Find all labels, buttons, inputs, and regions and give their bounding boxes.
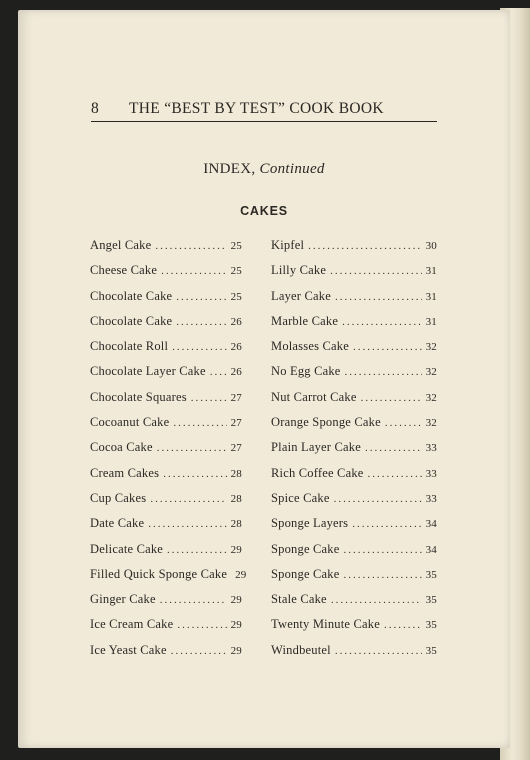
leader-dots bbox=[155, 240, 226, 252]
index-entry bbox=[90, 339, 242, 364]
entry-page-number: 29 bbox=[230, 619, 242, 632]
entry-page-number: 31 bbox=[425, 315, 437, 328]
index-entry bbox=[90, 263, 242, 288]
index-entry bbox=[90, 617, 242, 642]
entry-page-number: 25 bbox=[230, 290, 242, 303]
leader-dots bbox=[163, 468, 226, 480]
entry-page-number: 27 bbox=[230, 391, 242, 404]
leader-dots bbox=[173, 417, 226, 429]
entry-name: Sponge Cake bbox=[271, 541, 340, 556]
entry-page-number: 29 bbox=[230, 644, 242, 657]
entry-page-number: 32 bbox=[425, 341, 437, 354]
entry-page-number: 27 bbox=[230, 417, 242, 430]
leader-dots bbox=[210, 366, 227, 378]
leader-dots bbox=[368, 468, 422, 480]
index-entry bbox=[90, 466, 242, 491]
entry-name: Chocolate Squares bbox=[90, 389, 187, 404]
leader-dots bbox=[176, 291, 226, 303]
entry-name: Twenty Minute Cake bbox=[271, 617, 380, 632]
entry-page-number: 25 bbox=[230, 240, 242, 252]
entry-name: Ice Cream Cake bbox=[90, 617, 174, 632]
entry-name: Date Cake bbox=[90, 516, 145, 531]
section-title: CAKES bbox=[240, 204, 288, 218]
entry-name: Chocolate Cake bbox=[90, 313, 173, 328]
leader-dots bbox=[384, 619, 422, 631]
entry-page-number: 26 bbox=[230, 341, 242, 354]
index-entry bbox=[271, 415, 437, 440]
leader-dots bbox=[353, 341, 422, 353]
entry-page-number: 34 bbox=[425, 518, 437, 531]
leader-dots bbox=[345, 366, 422, 378]
index-entry bbox=[90, 516, 242, 541]
entry-name: Chocolate Roll bbox=[90, 339, 169, 354]
leader-dots bbox=[361, 392, 422, 404]
index-entry bbox=[271, 592, 437, 617]
entry-name: Cocoa Cake bbox=[90, 440, 153, 455]
leader-dots bbox=[385, 417, 422, 429]
index-entry bbox=[271, 364, 437, 389]
entry-name: Cup Cakes bbox=[90, 490, 147, 505]
index-entry bbox=[271, 542, 437, 567]
entry-name: Orange Sponge Cake bbox=[271, 415, 381, 430]
entry-page-number: 25 bbox=[230, 265, 242, 278]
entry-page-number: 29 bbox=[230, 543, 242, 556]
index-entry bbox=[90, 289, 242, 314]
entry-page-number: 26 bbox=[230, 315, 242, 328]
entry-page-number: 31 bbox=[425, 290, 437, 303]
leader-dots bbox=[342, 316, 421, 328]
entry-page-number: 29 bbox=[230, 594, 242, 607]
index-entry bbox=[271, 617, 437, 642]
index-entry bbox=[271, 466, 437, 491]
index-entry bbox=[271, 567, 437, 592]
leader-dots bbox=[150, 493, 226, 505]
entry-name: Cream Cakes bbox=[90, 465, 160, 480]
entry-name: Stale Cake bbox=[271, 592, 327, 607]
entry-name: Chocolate Cake bbox=[90, 288, 173, 303]
entry-page-number: 35 bbox=[425, 644, 437, 657]
entry-name: Molasses Cake bbox=[271, 339, 349, 354]
index-entry bbox=[271, 491, 437, 516]
index-entry bbox=[271, 390, 437, 415]
leader-dots bbox=[167, 544, 227, 556]
leader-dots bbox=[335, 291, 422, 303]
index-entry bbox=[271, 516, 437, 541]
entry-page-number: 28 bbox=[230, 518, 242, 531]
index-entry bbox=[90, 415, 242, 440]
index-entry bbox=[271, 289, 437, 314]
index-entry bbox=[90, 314, 242, 339]
entry-name: Lilly Cake bbox=[271, 263, 327, 278]
entry-name: Cocoanut Cake bbox=[90, 415, 170, 430]
leader-dots bbox=[344, 544, 422, 556]
index-entry bbox=[90, 238, 242, 263]
leader-dots bbox=[176, 316, 226, 328]
entry-page-number: 35 bbox=[425, 568, 437, 581]
entry-name: Angel Cake bbox=[90, 238, 152, 252]
entry-name: Kipfel bbox=[271, 238, 305, 252]
index-entry bbox=[90, 542, 242, 567]
entry-page-number: 28 bbox=[230, 467, 242, 480]
leader-dots bbox=[161, 265, 226, 277]
index-title-label: INDEX, bbox=[203, 161, 256, 177]
entry-name: Plain Layer Cake bbox=[271, 440, 361, 455]
index-entry bbox=[271, 314, 437, 339]
entry-page-number: 35 bbox=[425, 594, 437, 607]
entry-name: Layer Cake bbox=[271, 288, 331, 303]
entry-name: Cheese Cake bbox=[90, 263, 158, 278]
entry-name: Nut Carrot Cake bbox=[271, 389, 357, 404]
index-title bbox=[18, 161, 510, 178]
leader-dots bbox=[177, 619, 226, 631]
leader-dots bbox=[157, 442, 227, 454]
index-entry bbox=[271, 643, 437, 668]
leader-dots bbox=[365, 442, 422, 454]
leader-dots bbox=[344, 569, 422, 581]
entry-page-number: 34 bbox=[425, 543, 437, 556]
index-entry bbox=[90, 643, 242, 668]
leader-dots bbox=[191, 392, 227, 404]
entry-page-number: 29 bbox=[235, 568, 247, 581]
entry-page-number: 26 bbox=[230, 366, 242, 379]
index-entry bbox=[90, 566, 247, 592]
index-column-right bbox=[271, 238, 437, 668]
entry-page-number: 35 bbox=[425, 619, 437, 632]
index-entry bbox=[271, 339, 437, 364]
entry-name: Chocolate Layer Cake bbox=[90, 364, 206, 379]
leader-dots bbox=[308, 240, 421, 252]
entry-name: Filled Quick Sponge Cake bbox=[90, 566, 228, 581]
leader-dots bbox=[335, 645, 422, 657]
index-entry bbox=[271, 440, 437, 465]
page-number: 8 bbox=[91, 100, 100, 117]
leader-dots bbox=[172, 341, 226, 353]
index-entry bbox=[90, 364, 242, 389]
book-page bbox=[18, 10, 510, 748]
entry-page-number: 33 bbox=[425, 442, 437, 455]
entry-name: Delicate Cake bbox=[90, 541, 164, 556]
entry-page-number: 28 bbox=[230, 492, 242, 505]
header-rule bbox=[91, 121, 437, 122]
entry-page-number: 33 bbox=[425, 467, 437, 480]
entry-name: Ice Yeast Cake bbox=[90, 642, 167, 657]
index-continued: Continued bbox=[259, 161, 325, 177]
leader-dots bbox=[171, 645, 227, 657]
index-entry bbox=[90, 440, 242, 465]
leader-dots bbox=[160, 594, 227, 606]
entry-page-number: 32 bbox=[425, 391, 437, 404]
entry-page-number: 32 bbox=[425, 417, 437, 430]
entry-name: Sponge Layers bbox=[271, 516, 349, 531]
index-entry bbox=[271, 263, 437, 288]
entry-page-number: 27 bbox=[230, 442, 242, 455]
entry-name: No Egg Cake bbox=[271, 364, 341, 379]
leader-dots bbox=[331, 594, 422, 606]
entry-name: Ginger Cake bbox=[90, 592, 156, 607]
entry-page-number: 30 bbox=[425, 240, 437, 252]
entry-name: Marble Cake bbox=[271, 313, 339, 328]
index-entry bbox=[271, 238, 437, 263]
index-entry bbox=[90, 592, 242, 617]
entry-name: Spice Cake bbox=[271, 490, 330, 505]
index-entry bbox=[90, 491, 242, 516]
entry-page-number: 32 bbox=[425, 366, 437, 379]
entry-name: Sponge Cake bbox=[271, 566, 340, 581]
index-column-left bbox=[90, 238, 247, 668]
entry-page-number: 31 bbox=[425, 265, 437, 278]
leader-dots bbox=[330, 265, 421, 277]
index-entry bbox=[90, 390, 242, 415]
entry-name: Windbeutel bbox=[271, 642, 331, 657]
entry-name: Rich Coffee Cake bbox=[271, 465, 364, 480]
leader-dots bbox=[352, 518, 421, 530]
leader-dots bbox=[148, 518, 226, 530]
book-title: THE “BEST BY TEST” COOK BOOK bbox=[129, 100, 384, 117]
running-head bbox=[91, 100, 437, 118]
leader-dots bbox=[334, 493, 422, 505]
entry-page-number: 33 bbox=[425, 492, 437, 505]
